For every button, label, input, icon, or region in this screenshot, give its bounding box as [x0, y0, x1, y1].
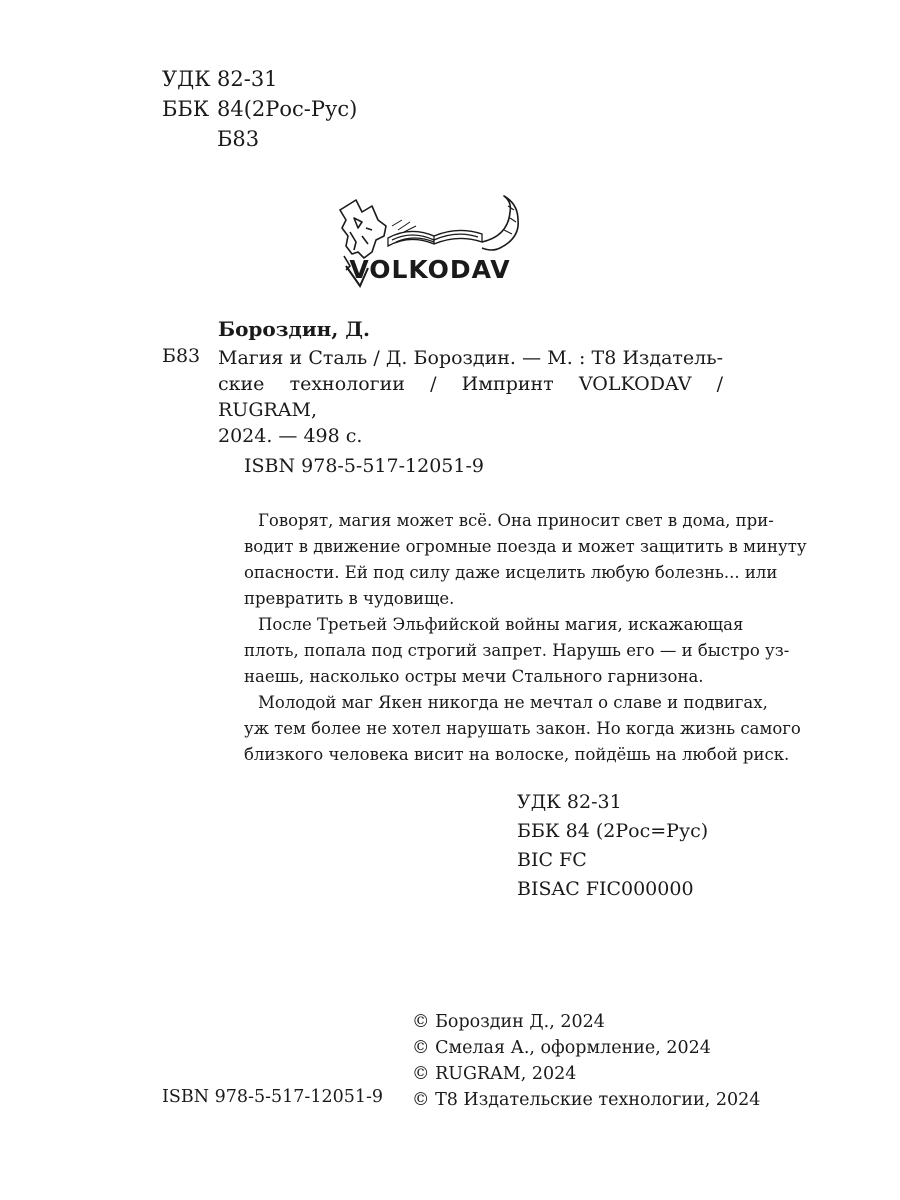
- annotation-line: уж тем более не хотел нарушать закон. Но когда жизнь самого: [244, 719, 801, 738]
- bbk-code: ББК 84 (2Рос=Рус): [517, 820, 709, 842]
- copyright-line: © Бороздин Д., 2024: [412, 1012, 605, 1032]
- biblio-line: 2024. — 498 с.: [218, 425, 363, 447]
- annotation-line: близкого человека висит на волоске, пойдёшь на любой риск.: [244, 745, 790, 764]
- bbk-row: [162, 94, 357, 124]
- classification-top: [162, 64, 357, 154]
- logo-text: VOLKODAV: [349, 255, 511, 284]
- copyright-line: © Т8 Издательские технологии, 2024: [412, 1090, 761, 1110]
- udk-label: УДК: [162, 67, 211, 91]
- copyright-block: [412, 1009, 760, 1113]
- author-mark: Б83: [217, 127, 260, 151]
- classification-bottom: [517, 788, 708, 904]
- wolf-book-logo-icon: [332, 192, 528, 294]
- bbk-value: 84(2Рос-Рус): [217, 97, 358, 121]
- bisac-code: BISAC FIC000000: [517, 878, 694, 900]
- annotation-line: превратить в чудовище.: [244, 589, 455, 608]
- bbk-label: ББК: [162, 97, 210, 121]
- udk-value: 82-31: [217, 67, 278, 91]
- udk-code: УДК 82-31: [517, 791, 622, 813]
- copyright-line: © Смелая А., оформление, 2024: [412, 1038, 711, 1058]
- annotation-line: Молодой маг Якен никогда не мечтал о славе и подвигах,: [258, 693, 768, 712]
- isbn-bottom: ISBN 978-5-517-12051-9: [162, 1087, 384, 1107]
- annotation-line: Говорят, магия может всё. Она приносит свет в дома, при-: [258, 511, 774, 530]
- annotation-line: наешь, насколько остры мечи Стального гарнизона.: [244, 667, 704, 686]
- annotation-line: После Третьей Эльфийской войны магия, искажающая: [258, 615, 744, 634]
- annotation: [244, 508, 807, 768]
- author-heading: Бороздин, Д.: [218, 317, 370, 341]
- udk-row: [162, 64, 357, 94]
- bibliographic-description: [218, 345, 723, 449]
- bic-code: BIC FC: [517, 849, 587, 871]
- annotation-line: плоть, попала под строгий запрет. Нарушь его — и быстро уз-: [244, 641, 790, 660]
- annotation-line: водит в движение огромные поезда и может защитить в минуту: [244, 537, 807, 556]
- bibliographic-mark: Б83: [162, 345, 201, 367]
- annotation-line: опасности. Ей под силу даже исцелить любую болезнь... или: [244, 563, 778, 582]
- copyright-line: © RUGRAM, 2024: [412, 1064, 577, 1084]
- volkodav-logo: [332, 192, 528, 294]
- isbn-record: ISBN 978-5-517-12051-9: [244, 455, 484, 477]
- biblio-line: ские технологии / Импринт VOLKODAV / RUGRAM,: [218, 373, 723, 421]
- biblio-line: Магия и Сталь / Д. Бороздин. — М. : Т8 Издатель-: [218, 347, 723, 369]
